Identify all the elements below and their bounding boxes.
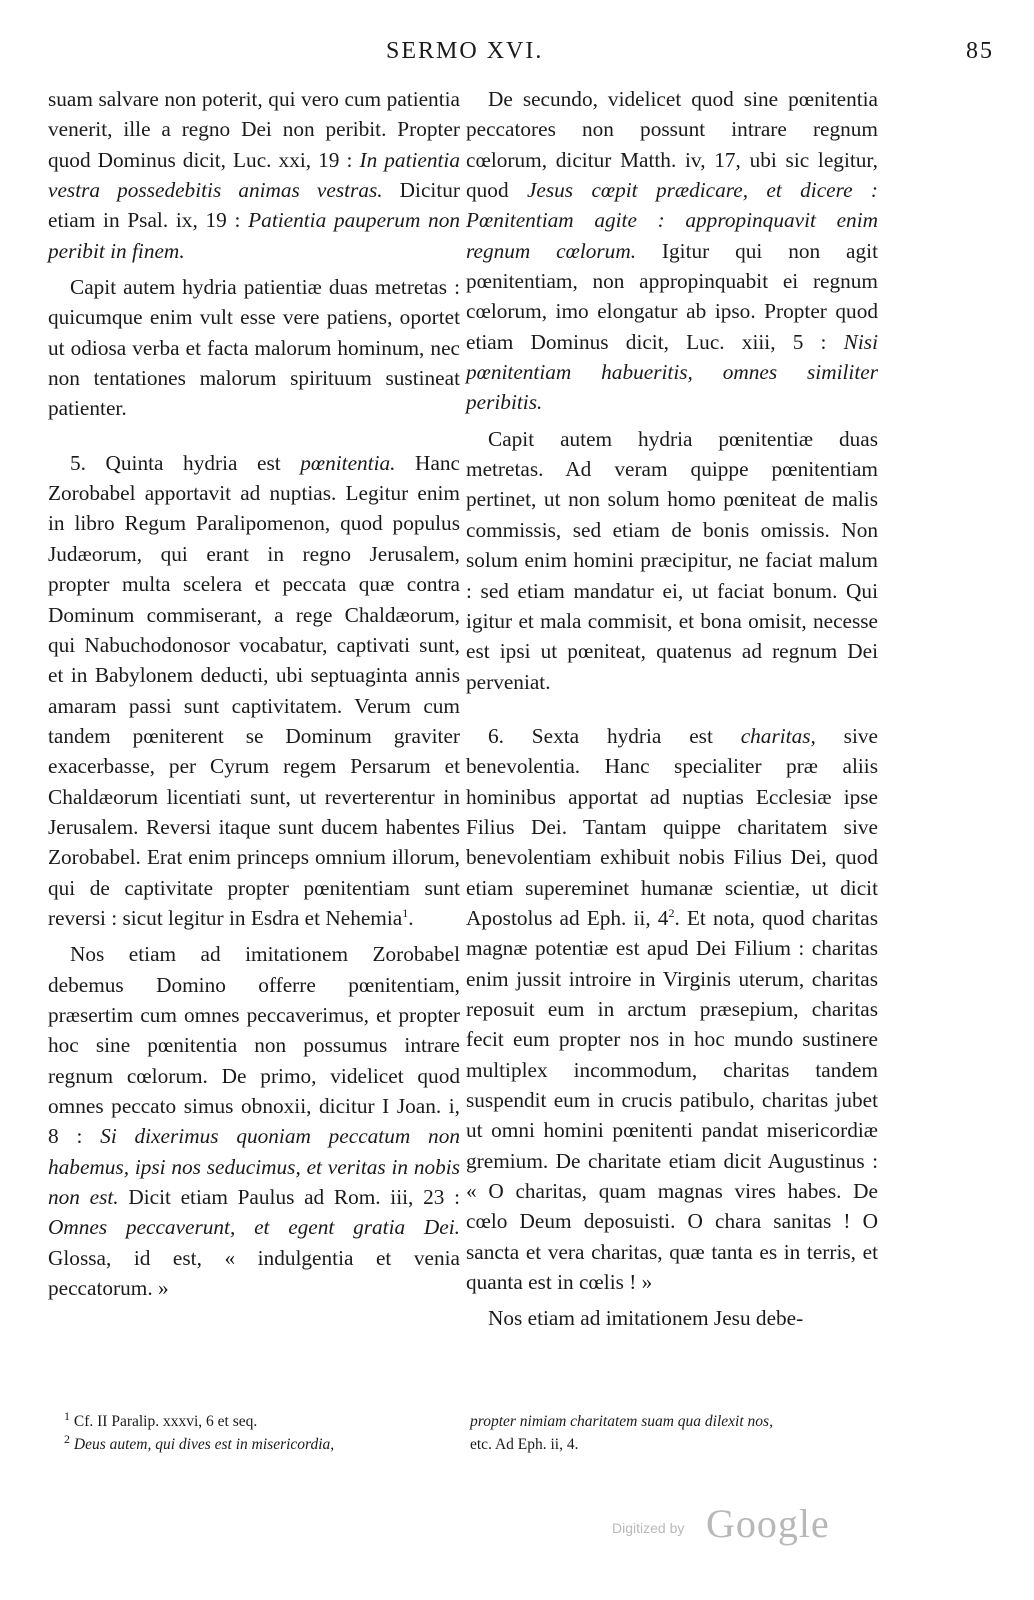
paragraph: Capit autem hydria pœnitentiæ duas metretas. Ad veram quippe pœnitentiam pertinet, ut non solum homo pœniteat de malis commissis, sed etiam de bonis omissis. Non solum enim homini præcipitur, ne faciat malum : sed etiam mandatur ei, ut faciat bonum. Qui igitur et mala commisit, et bona omisit, necesse est ipsi ut pœniteat, quatenus ad regnum Dei perveniat. — [466, 426, 878, 694]
left-column — [48, 84, 460, 1303]
paragraph: Nos etiam ad imitationem Jesu debe- — [488, 1306, 804, 1331]
watermark-prefix: Digitized by — [612, 1520, 685, 1536]
running-header — [48, 32, 1004, 68]
right-column — [466, 84, 878, 1334]
paragraph: De secundo, videlicet quod sine pœnitentia peccatores non possunt intrare regnum cœlorum, dicitur Matth. iv, 17, ubi sic legitur, quod Jesus cœpit prædicare, et dicere : Pœnitentiam agite : appropinquavit enim regnum cœlorum. Igitur qui non agit pœnitentiam, non appropinquabit ei regnum cœlorum, imo elongatur ab ipso. Propter quod etiam Dominus dicit, Luc. xiii, 5 : Nisi pœnitentiam habueritis, omnes similiter peribitis. — [466, 87, 879, 415]
page-number: 85 — [966, 38, 994, 64]
footnotes-left — [64, 1410, 464, 1456]
google-logo: Google — [706, 1501, 830, 1546]
paragraph-section-5: 5. Quinta hydria est pœnitentia. Hanc Zorobabel apportavit ad nuptias. Legitur enim in libro Regum Paralipomenon, quod populus Judæorum, qui erant in regno Jerusalem, propter multa scelera et peccata quæ contra Dominum commiserant, a rege Chaldæorum, qui Nabuchodonosor vocabatur, captivati sunt, et in Babylonem deducti, ubi septuaginta annis amaram passi sunt captivitatem. Verum cum tandem pœniterent se Dominum graviter exacerbasse, per Cyrum regem Persarum et Chaldæorum licentiati sunt, ut reverterentur in Jerusalem. Reversi itaque sunt ducem habentes Zorobabel. Erat enim princeps omnium illorum, qui de captivitate propter pœnitentiam sunt reversi : sicut legitur in Esdra et Nehemia$^1$. — [48, 450, 460, 930]
paragraph: Capit autem hydria patientiæ duas metretas : quicumque enim vult esse vere patiens, oportet ut odiosa verba et facta malorum hominum, nec non tentationes malorum spirituum sustineat patienter. — [48, 275, 460, 421]
footnote-1: $^1$ Cf. II Paralip. xxxvi, 6 et seq. — [64, 1408, 258, 1430]
footnote-reference: 2 — [668, 905, 675, 920]
footnote-2-end: etc. Ad Eph. ii, 4. — [470, 1436, 579, 1453]
paragraph: suam salvare non poterit, qui vero cum patientia venerit, ille a regno Dei non peribit. Propter quod Dominus dicit, Luc. xxi, 19 : In patientia vestra possedebitis animas vestras. Dicitur etiam in Psal. ix, 19 : Patientia pauperum non peribit in finem. — [48, 87, 461, 263]
footnotes-right — [470, 1410, 874, 1456]
running-title: SERMO XVI. — [386, 38, 544, 64]
footnote-2-continued: propter nimiam charitatem suam qua dilexit nos, — [470, 1413, 773, 1430]
paragraph: Nos etiam ad imitationem Zorobabel debemus Domino offerre pœnitentiam, præsertim cum omnes peccaverimus, et propter hoc sine pœnitentia non possumus intrare regnum cœlorum. De primo, videlicet quod omnes peccato simus obnoxii, dicitur I Joan. i, 8 : Si dixerimus quoniam peccatum non habemus, ipsi nos seducimus, et veritas in nobis non est. Dicit etiam Paulus ad Rom. iii, 23 : Omnes peccaverunt, et egent gratia Dei. Glossa, id est, « indulgentia et venia peccatorum. » — [48, 942, 460, 1301]
paragraph-section-6: 6. Sexta hydria est charitas, sive benevolentia. Hanc specialiter præ aliis hominibus apportat ad nuptias Ecclesiæ ipse Filius Dei. Tantam quippe charitatem sive benevolentiam exhibuit nobis Filius Dei, quod etiam supereminet humanæ scientiæ, ut dicit Apostolus ad Eph. ii, $4^2$. Et nota, quod charitas magnæ potentiæ est apud Dei Filium : charitas enim jussit introire in Virginis uterum, charitas reposuit eum in arctum præsepium, charitas fecit eum propter nos in hoc mundo sustinere multiplex incommodum, charitas tandem suspendit eum in crucis patibulo, charitas jubet ut omni homini pœnitenti pandat misericordiæ gremium. De charitate etiam dicit Augustinus : « O charitas, quam magnas vires habes. De cœlo Deum deposuisti. O chara sanitas ! O sancta et vera charitas, quæ tanta es in terris, et quanta est in cœlis ! » — [466, 723, 878, 1295]
footnote-reference: 1 — [402, 905, 409, 920]
digitization-watermark — [612, 1500, 842, 1550]
footnote-2: $^2$ Deus autem, qui dives est in misericordia, — [64, 1431, 335, 1453]
